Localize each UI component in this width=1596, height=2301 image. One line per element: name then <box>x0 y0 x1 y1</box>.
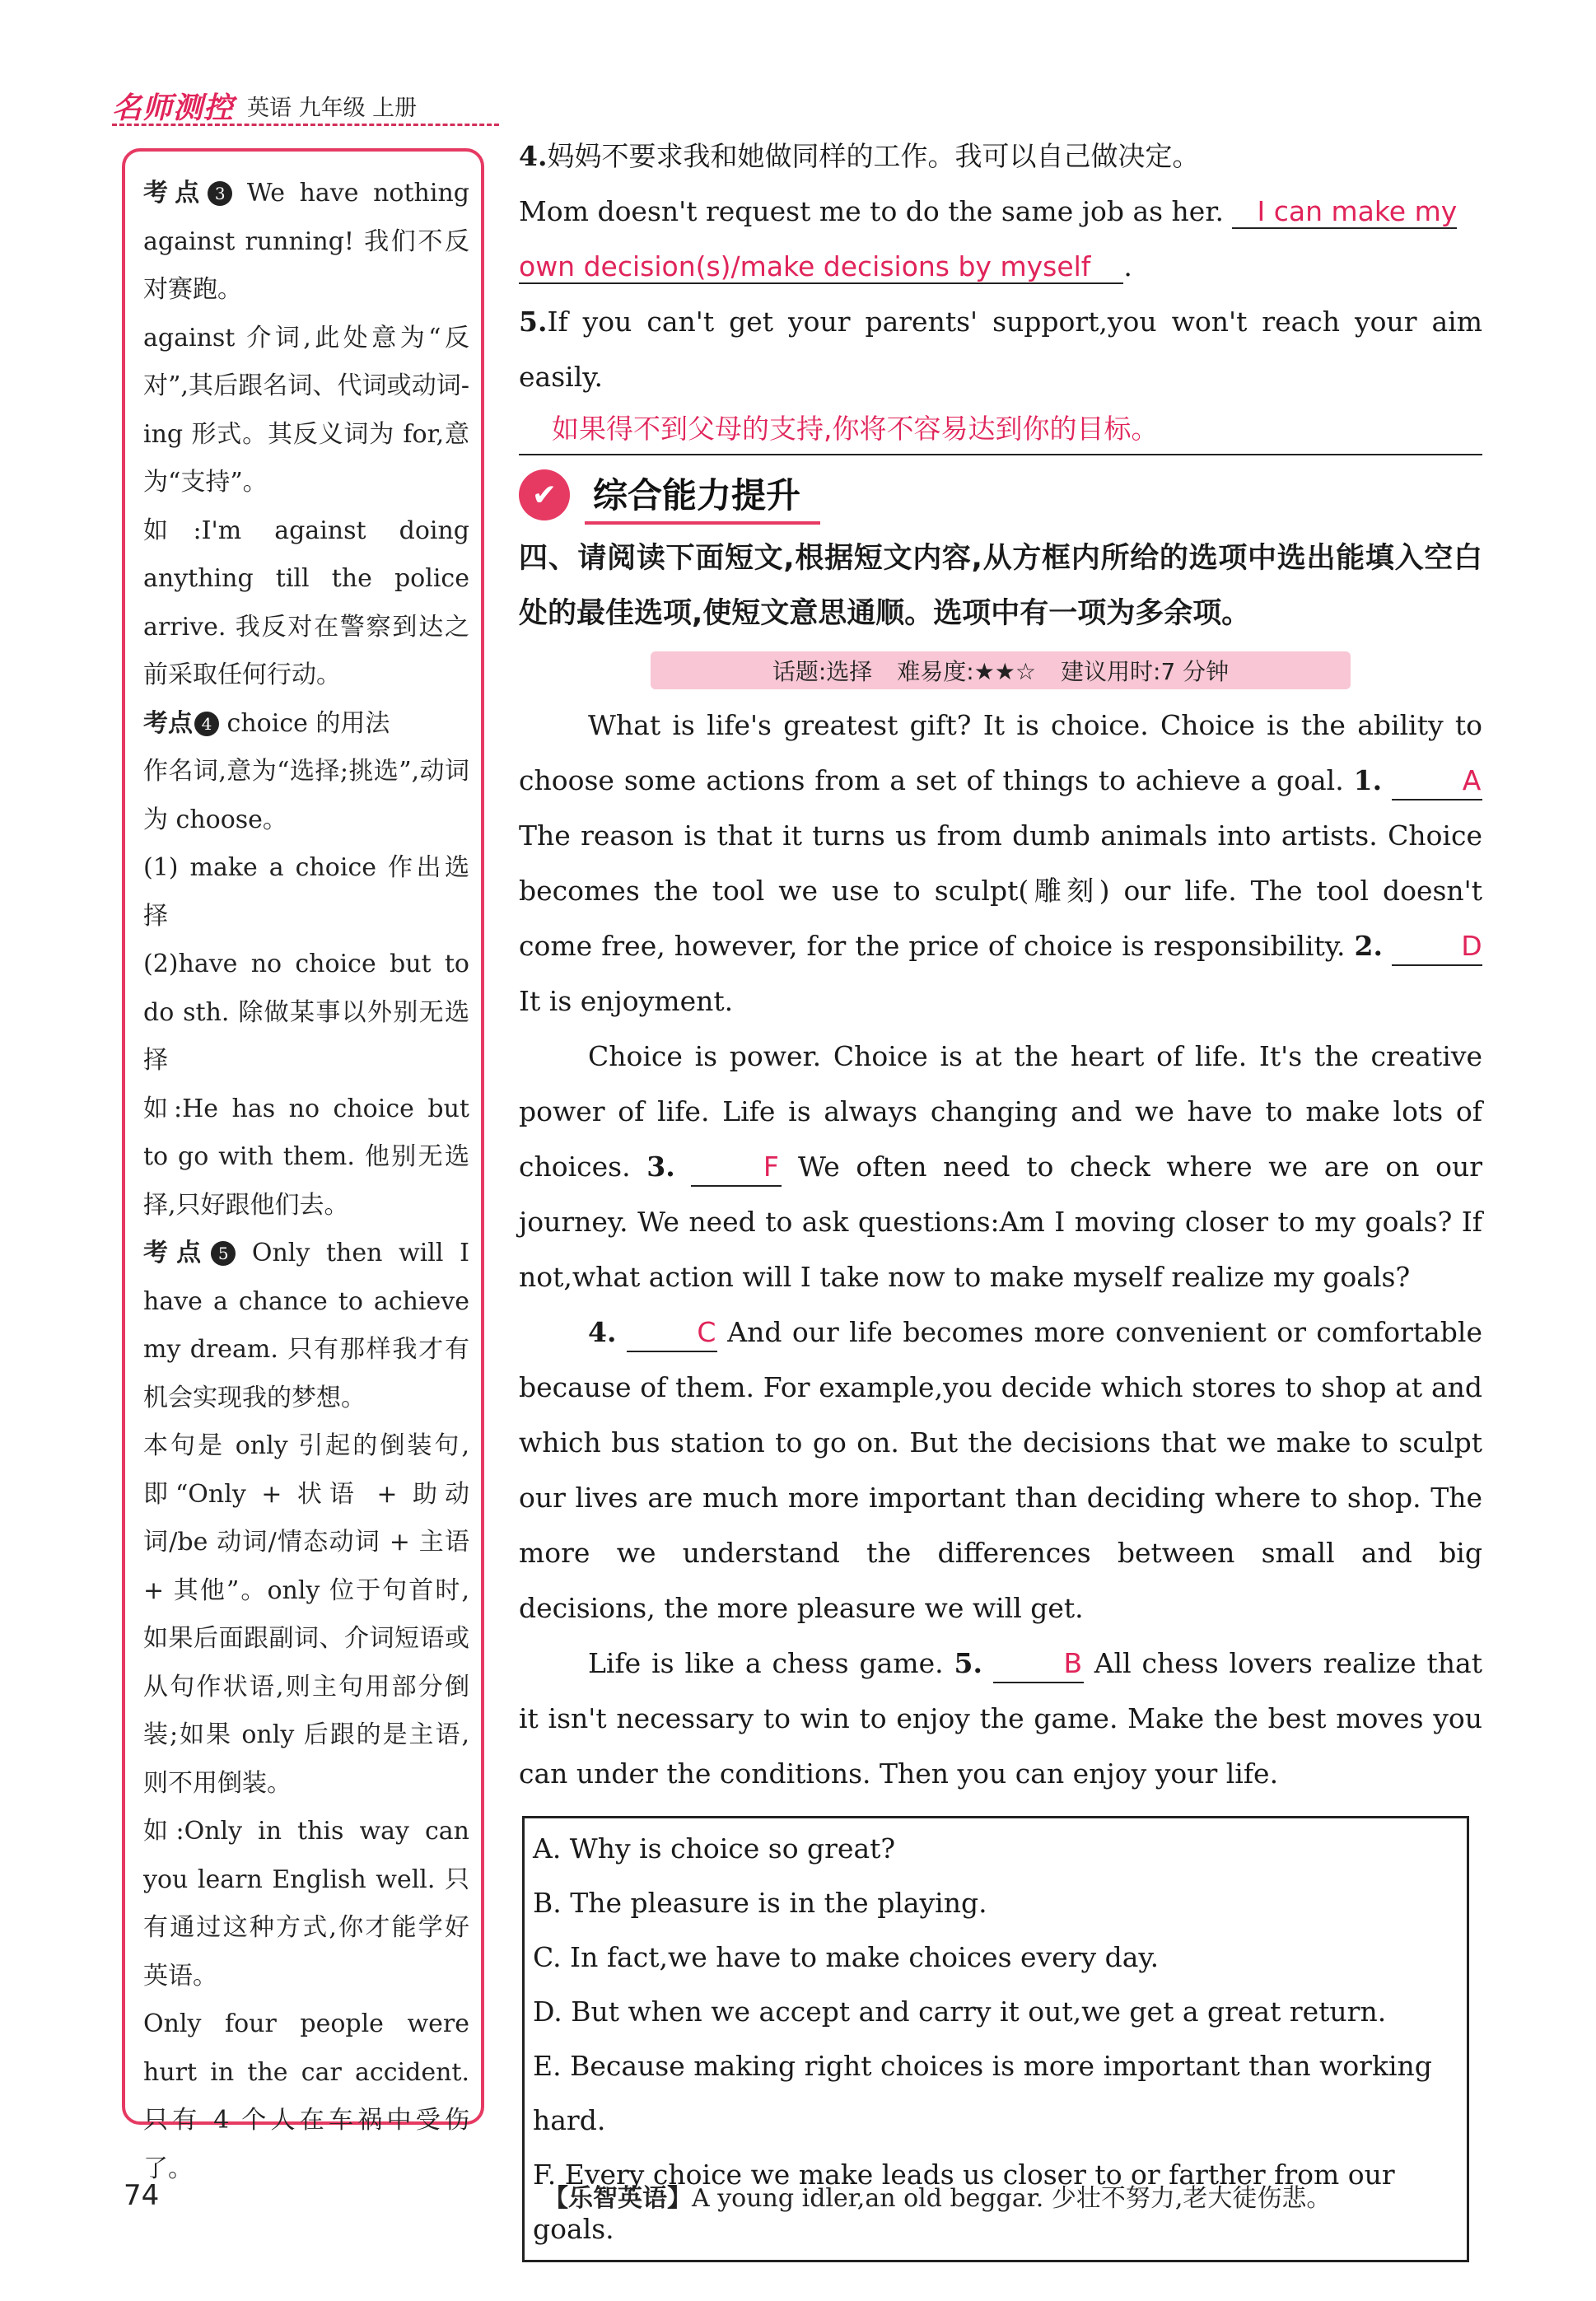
passage-paragraph-2 <box>519 1029 1482 1305</box>
kp4-title: choice 的用法 <box>226 708 390 738</box>
kp5-number-badge: 5 <box>211 1241 236 1266</box>
kp5-body1: 本句是 only 引起的倒装句,即“Only + 状语 + 助动词/be 动词/情态动词 + 主语 + 其他”。only 位于句首时,如果后面跟副词、介词短语或从句作状语,则主句用部分倒装;如果 only 后跟的是主语,则不用倒装。 <box>143 1431 469 1798</box>
option-c: C. In fact,we have to make choices every day. <box>533 1941 1160 1973</box>
blank-4-number: 4. <box>588 1316 617 1348</box>
brand-logo: 名师测控 <box>112 91 235 125</box>
p3-text: And our life becomes more convenient or comfortable because of them. For example,you decide which stores to shop at and which bus station to go on. But the decisions that we make to sculpt our lives are much more important than deciding where to shop. The more we understand the differences between small and big decisions, the more pleasure we will get. <box>519 1316 1482 1624</box>
blank-2-number: 2. <box>1354 930 1383 962</box>
kp4-body4: 如:He has no choice but to go with them. 他别无选择,只好跟他们去。 <box>143 1094 469 1220</box>
topic-label: 话题:选择 <box>772 658 873 685</box>
check-icon: ✔ <box>519 469 570 520</box>
blank-5-number: 5. <box>954 1647 982 1679</box>
option-a: A. Why is choice so great? <box>533 1832 896 1865</box>
blank-1-number: 1. <box>1353 764 1383 796</box>
blank-3-answer: F <box>691 1149 782 1187</box>
q4-answer-part2: own decision(s)/make decisions by myself <box>519 250 1123 284</box>
kp3-title: We have nothing against running! 我们不反对赛跑。 <box>143 179 469 304</box>
time-label: 建议用时:7 分钟 <box>1061 658 1230 685</box>
option-e: E. Because making right choices is more important than working hard. <box>533 2050 1432 2136</box>
subject-label: 英语 九年级 上册 <box>247 95 418 121</box>
kp3-number-badge: 3 <box>208 181 232 206</box>
q5-number: 5. <box>519 306 548 338</box>
difficulty-label: 难易度:★★☆ <box>897 658 1037 685</box>
q4-chinese-text: 妈妈不要求我和她做同样的工作。我可以自己做决定。 <box>547 140 1200 172</box>
q4-answer-line2 <box>519 239 1482 294</box>
q4-end: . <box>1123 250 1132 282</box>
p1-text-c: It is enjoyment. <box>519 985 734 1017</box>
blank-1-answer: A <box>1392 763 1482 800</box>
kp3-heading <box>143 170 469 315</box>
blank-2-answer: D <box>1392 928 1482 966</box>
exercise-instruction: 四、请阅读下面短文,根据短文内容,从方框内所给的选项中选出能填入空白处的最佳选项,使短文意思通顺。选项中有一项为多余项。 <box>519 542 1482 630</box>
p1-text-b: The reason is that it turns us from dumb animals into artists. Choice becomes the tool we use to sculpt(雕刻) our life. The tool doesn't come free, however, for the price of choice is responsibility. <box>519 819 1482 962</box>
kp3-label: 考点 <box>143 179 207 208</box>
blank-3-number: 3. <box>646 1150 675 1183</box>
page-header <box>112 87 499 126</box>
passage-paragraph-1 <box>519 698 1482 1029</box>
notes-sidebar <box>122 148 484 2183</box>
passage-paragraph-3 <box>519 1305 1482 1636</box>
kp3-body2: 如:I'm against doing anything till the police arrive. 我反对在警察到达之前采取任何行动。 <box>143 516 469 689</box>
blank-4-answer: C <box>627 1314 717 1352</box>
p4-text-b: All chess lovers realize that it isn't necessary to win to enjoy the game. Make the best moves you can under the conditions. Then you can enjoy your life. <box>519 1647 1482 1790</box>
section-title-text: 综合能力提升 <box>585 465 820 525</box>
q4-english-line <box>519 184 1482 239</box>
passage-paragraph-4 <box>519 1636 1482 1801</box>
page-footer <box>124 2171 1524 2220</box>
option-b: B. The pleasure is in the playing. <box>533 1887 987 1919</box>
topic-bar <box>651 651 1351 689</box>
option-d: D. But when we accept and carry it out,we get a great return. <box>533 1995 1387 2028</box>
q5-answer-line <box>519 404 1482 455</box>
option-f: F. Every choice we make leads us closer to or farther from our goals. <box>533 2159 1395 2245</box>
p4-text-a: Life is like a chess game. <box>588 1647 944 1679</box>
q4-answer-part1: I can make my <box>1232 195 1457 229</box>
p1-text-a: What is life's greatest gift? It is choice. Choice is the ability to choose some actions from a set of things to achieve a goal. <box>519 709 1482 796</box>
kp4-body1: 作名词,意为“选择;挑选”,动词为 choose。 <box>143 757 469 834</box>
main-column <box>519 128 1482 2262</box>
q4-chinese <box>519 128 1482 184</box>
q5-english-text: If you can't get your parents' support,you won't reach your aim easily. <box>519 306 1482 393</box>
kp5-body3: Only four people were hurt in the car accident. 只有 4 个人在车祸中受伤了。 <box>143 2009 469 2183</box>
kp5-label: 考点 <box>143 1239 210 1267</box>
kp5-heading <box>143 1230 469 1422</box>
q5-answer: 如果得不到父母的支持,你将不容易达到你的目标。 <box>552 413 1159 445</box>
kp5-body2: 如:Only in this way can you learn English well. 只有通过这种方式,你才能学好英语。 <box>143 1817 469 1991</box>
q5-english-line <box>519 294 1482 404</box>
footer-proverb <box>544 2177 1331 2214</box>
kp5-title: Only then will I have a chance to achieve my dream. 只有那样我才有机会实现我的梦想。 <box>143 1239 469 1412</box>
kp3-body1: against 介词,此处意为“反对”,其后跟名词、代词或动词-ing 形式。其反义词为 for,意为“支持”。 <box>143 323 469 497</box>
blank-5-answer: B <box>993 1645 1084 1683</box>
kp4-body2: (1) make a choice 作出选择 <box>143 853 469 931</box>
kp4-body3: (2)have no choice but to do sth. 除做某事以外别无选择 <box>143 950 469 1075</box>
kp4-label: 考点 <box>143 708 193 738</box>
page-number: 74 <box>124 2179 160 2212</box>
proverb-text: A young idler,an old beggar. 少壮不努力,老大徒伤悲。 <box>692 2184 1332 2213</box>
p2-text-a: Choice is power. Choice is at the heart of life. It's the creative power of life. Life is always changing and we have to make lots of choices. <box>519 1040 1482 1183</box>
footer-tag: 【乐智英语】 <box>544 2184 692 2213</box>
p2-text-b: We often need to check where we are on our journey. We need to ask questions:Am I moving closer to my goals? If not,what action will I take now to make myself realize my goals? <box>519 1150 1482 1293</box>
q4-number: 4. <box>519 140 548 172</box>
section-heading <box>519 464 1482 526</box>
kp4-number-badge: 4 <box>194 712 219 736</box>
q4-english-text: Mom doesn't request me to do the same job as her. <box>519 195 1224 227</box>
kp4-heading <box>143 700 469 749</box>
